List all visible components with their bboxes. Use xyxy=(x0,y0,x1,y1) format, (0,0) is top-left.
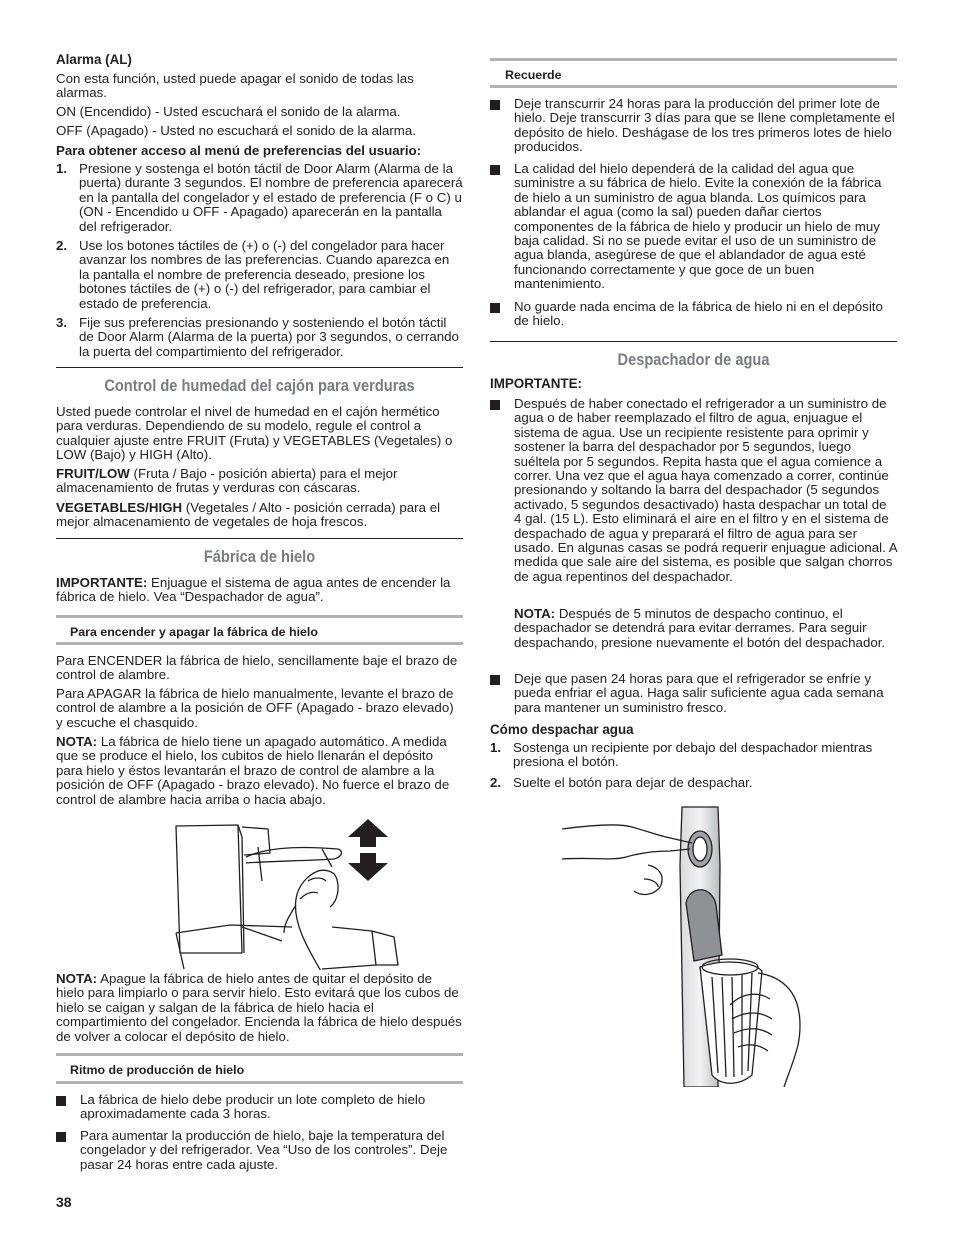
fruit-low-text: (Fruta / Bajo - posición abierta) para el mejor almacenamiento de frutas y verduras con cáscaras. xyxy=(56,466,398,496)
vegetables-high-label: VEGETABLES/HIGH xyxy=(56,500,183,515)
band-bottom-rule xyxy=(56,1081,463,1084)
note-label: NOTA: xyxy=(56,734,98,749)
alarm-intro: Con esta función, usted puede apagar el sonido de todas las alarmas. xyxy=(56,71,414,101)
note-label: NOTA: xyxy=(56,971,98,986)
band-top-rule xyxy=(56,615,463,618)
icemaker-note-2 xyxy=(56,972,463,1044)
note-text: La fábrica de hielo tiene un apagado automático. A medida que se produce el hielo, los cubitos de hielo llenarán el depósito para hielo y éstos levantarán el brazo de control de alambre a la posición de OFF (Apagado - brazo elevado). No fuerce el brazo de control de alambre hacia arriba o hacia abajo. xyxy=(56,734,450,807)
section-divider xyxy=(56,367,463,368)
list-item xyxy=(490,397,897,601)
dispense-step xyxy=(490,776,897,792)
important-text: Enjuague el sistema de agua antes de encender la fábrica de hielo. Vea “Despachador de agua”. xyxy=(56,575,451,605)
section-divider xyxy=(490,341,897,342)
ice-rate-heading: Ritmo de producción de hielo xyxy=(70,1063,245,1077)
icemaker-onoff-heading: Para encender y apagar la fábrica de hielo xyxy=(70,625,318,639)
list-item xyxy=(490,162,897,292)
band-bottom-rule xyxy=(56,642,463,645)
icemaker-section-title: Fábrica de hielo xyxy=(203,547,316,566)
step-text: Fije sus preferencias presionando y sosteniendo el botón táctil de Door Alarm (Alarma de la puerta) por 3 segundos, o cerrando la puerta del compartimiento del refrigerador. xyxy=(79,315,459,359)
step-text: Presione y sostenga el botón táctil de Door Alarm (Alarma de la puerta) durante 3 segundos. El nombre de preferencia aparecerá en la pantalla del congelador y el estado de preferencia (F o C) u (ON - Encendido u OFF - Apagado) aparecerán en la pantalla del refrigerador. xyxy=(79,161,463,234)
note-text: Apague la fábrica de hielo antes de quitar el depósito de hielo para limpiarlo o para servir hielo. Esto evitará que los cubos de hielo se caigan y salgan de la fábrica de hielo hacia el compartimiento del congelador. Encienda la fábrica de hielo después de volver a colocar el depósito de hielo. xyxy=(56,971,462,1044)
icemaker-illustration xyxy=(172,815,406,970)
dispenser-note xyxy=(514,607,897,650)
alarm-step xyxy=(56,316,463,360)
list-item xyxy=(56,1093,463,1123)
list-item-text: Deje que pasen 24 horas para que el refrigerador se enfríe y pueda enfriar el agua. Haga salir suficiente agua cada semana para mantener un suministro fresco. xyxy=(514,671,884,715)
bullet-square-icon xyxy=(490,100,500,110)
step-text: Suelte el botón para dejar de despachar. xyxy=(513,775,753,790)
band-top-rule xyxy=(490,58,897,61)
step-text: Sostenga un recipiente por debajo del despachador mientras presiona el botón. xyxy=(513,740,873,770)
dispenser-section-title: Despachador de agua xyxy=(617,350,770,369)
list-item xyxy=(490,97,897,155)
bullet-square-icon xyxy=(490,165,500,175)
bullet-square-icon xyxy=(490,303,500,313)
water-dispenser-illustration xyxy=(562,805,806,1087)
menu-heading: Para obtener acceso al menú de preferencias del usuario: xyxy=(56,143,422,158)
bullet-square-icon xyxy=(56,1132,66,1142)
icemaker-important xyxy=(56,576,463,605)
list-item-text: La calidad del hielo dependerá de la calidad del agua que suministre a su fábrica de hielo. Evite la conexión de la fábrica de hielo a un suministro de agua blanda. Los químicos para ablandar el agua (como la sal) pueden dañar ciertos componentes de la fábrica de hielo y producir un hielo de muy baja calidad. Si no se puede evitar el uso de un suministro de agua blanda, asegúrese de que el ablandador de agua esté funcionando correctamente y que goce de un buen mantenimiento. xyxy=(514,161,882,292)
list-item-text: Después de haber conectado el refrigerador a un suministro de agua o de haber reemplazado el filtro de agua, enjuague el sistema de agua. Use un recipiente resistente para oprimir y sostener la barra del despachador por 5 segundos, luego suéltela por 5 segundos. Repita hasta que el agua comience a correr. Una vez que el agua haya comenzado a correr, continúe presionando y soltando la barra del despachador (5 segundos activado, 5 segundos desactivado) hasta despachar un total de 4 gal. (15 L). Esto eliminará el aire en el filtro y en el sistema de despachado de agua y preparará el filtro de agua para ser usado. En algunas casas se podrá requerir enjuague adicional. A medida que sale aire del sistema, es posible que salgan chorros de agua repentinos del despachador. xyxy=(514,396,897,584)
bullet-square-icon xyxy=(56,1096,66,1106)
icemaker-on-text: Para ENCENDER la fábrica de hielo, sencillamente baje el brazo de control de alambre. xyxy=(56,653,458,683)
list-item-text: Deje transcurrir 24 horas para la producción del primer lote de hielo. Deje transcurrir 3 días para que se llene completamente el depósito de hielo. Deshágase de los tres primeros lotes de hielo producidos. xyxy=(514,96,895,155)
icemaker-note-1 xyxy=(56,735,463,807)
icemaker-off-text: Para APAGAR la fábrica de hielo manualmente, levante el brazo de control de alambre a la posición de OFF (Apagado - brazo elevado) y escuche el chasquido. xyxy=(56,686,454,730)
step-number: 2. xyxy=(56,238,68,253)
list-item xyxy=(56,1129,463,1173)
remember-heading: Recuerde xyxy=(505,68,562,82)
alarm-heading: Alarma (AL) xyxy=(56,52,132,67)
vegetables-high-text: (Vegetales / Alto - posición cerrada) para el mejor almacenamiento de vegetales de hoja frescos. xyxy=(56,500,441,530)
alarm-on-text: ON (Encendido) - Usted escuchará el sonido de la alarma. xyxy=(56,104,401,119)
fruit-low-label: FRUIT/LOW xyxy=(56,466,130,481)
how-to-dispense-heading: Cómo despachar agua xyxy=(490,722,634,737)
note-text: Después de 5 minutos de despacho continuo, el despachador se detendrá para evitar derrames. Para seguir despachando, presione nuevamente el botón del despachador. xyxy=(514,606,886,650)
bullet-square-icon xyxy=(490,675,500,685)
band-bottom-rule xyxy=(490,85,897,88)
list-item-text: No guarde nada encima de la fábrica de hielo ni en el depósito de hielo. xyxy=(514,299,883,329)
note-label: NOTA: xyxy=(514,606,556,621)
step-number: 3. xyxy=(56,315,68,330)
step-number: 1. xyxy=(56,161,68,176)
alarm-off-text: OFF (Apagado) - Usted no escuchará el sonido de la alarma. xyxy=(56,123,416,138)
list-item-text: La fábrica de hielo debe producir un lote completo de hielo aproximadamente cada 3 horas. xyxy=(80,1092,426,1122)
section-divider xyxy=(56,538,463,539)
page-number: 38 xyxy=(56,1194,72,1210)
list-item xyxy=(490,672,897,716)
dispenser-important-label: IMPORTANTE: xyxy=(490,376,582,391)
list-item xyxy=(490,300,897,330)
alarm-step xyxy=(56,239,463,311)
humidity-section-title: Control de humedad del cajón para verduras xyxy=(104,376,415,395)
step-number: 1. xyxy=(490,740,502,755)
bullet-square-icon xyxy=(490,400,500,410)
step-number: 2. xyxy=(490,775,502,790)
humidity-intro: Usted puede controlar el nivel de humedad en el cajón hermético para verduras. Dependiendo de su modelo, regule el control a cualquier ajuste entre FRUIT (Fruta) y VEGETABLES (Vegetales) o LOW (Bajo) y HIGH (Alto). xyxy=(56,404,453,463)
fruit-low-paragraph xyxy=(56,467,463,496)
dispense-step xyxy=(490,741,897,771)
vegetables-high-paragraph xyxy=(56,501,463,530)
important-label: IMPORTANTE: xyxy=(56,575,148,590)
list-item-text: Para aumentar la producción de hielo, baje la temperatura del congelador y del refrigerador. Vea “Uso de los controles”. Deje pasar 24 horas entre cada ajuste. xyxy=(80,1128,448,1172)
alarm-step xyxy=(56,162,463,234)
band-top-rule xyxy=(56,1053,463,1056)
step-text: Use los botones táctiles de (+) o (-) del congelador para hacer avanzar los nombres de las preferencias. Cuando aparezca en la pantalla el nombre de preferencia deseado, presione los botones táctiles de (+) o (-) del refrigerador, para cambiar el estado de preferencia. xyxy=(79,238,450,311)
